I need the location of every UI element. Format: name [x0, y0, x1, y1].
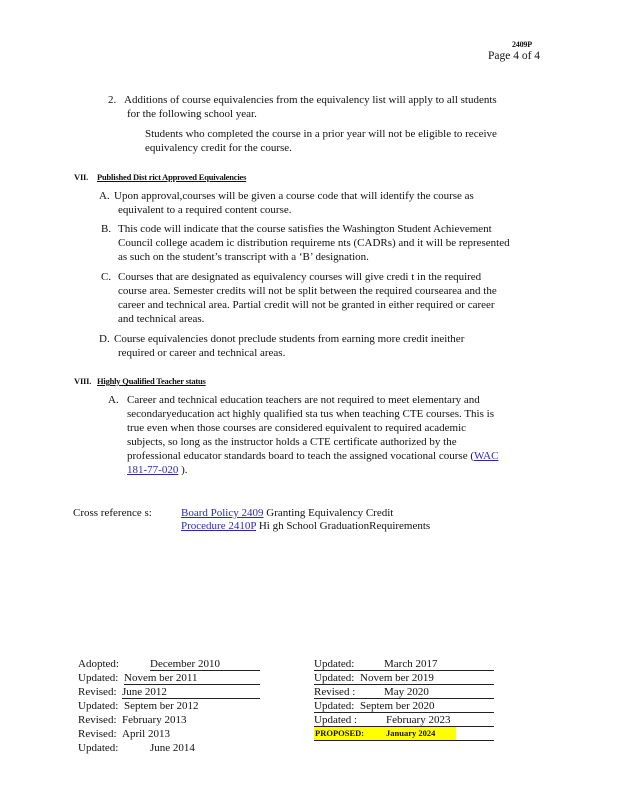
history-label: Updated: [314, 672, 355, 684]
item-2-number: 2. [108, 94, 117, 106]
history-row [314, 699, 494, 713]
item-c-line-4: and technical areas. [118, 313, 205, 325]
page-number: Page 4 of 4 [488, 50, 541, 62]
history-value: December 2010 [150, 658, 220, 670]
item-c-line-2: course area. Semester credits will not be split between the required coursearea and the [118, 285, 497, 297]
item-viii-a-line-4: subjects, so long as the instructor holds a CTE certificate authorized by the [127, 436, 457, 448]
history-value: Novem ber 2011 [124, 672, 198, 684]
history-row [78, 699, 260, 713]
history-label: Updated : [314, 714, 358, 726]
history-row [314, 685, 494, 699]
history-value: February 2013 [122, 714, 187, 726]
section-vii-title: Published Dist rict Approved Equivalencies [97, 172, 247, 182]
document-id: 2409P [512, 40, 532, 49]
history-value: June 2012 [122, 686, 167, 698]
history-value: Novem ber 2019 [360, 672, 434, 684]
item-d-letter: D. [99, 333, 110, 345]
history-value: Septem ber 2012 [124, 700, 199, 712]
history-label: Updated: [78, 672, 119, 684]
item-viii-a-line-end: ). [178, 464, 188, 476]
history-label: Adopted: [78, 658, 119, 670]
history-label: Revised: [78, 714, 117, 726]
history-label: Updated: [314, 700, 355, 712]
bullet-line-1: Students who completed the course in a prior year will not be eligible to receive [145, 128, 497, 140]
history-row [78, 671, 260, 685]
item-d-line-1: Course equivalencies donot preclude students from earning more credit ineither [114, 333, 465, 345]
procedure-2410p-link[interactable]: Procedure 2410P [181, 520, 257, 532]
history-label: Updated: [78, 742, 119, 754]
item-viii-a-line-1: Career and technical education teachers are not required to meet elementary and [127, 394, 480, 406]
history-value: June 2014 [150, 742, 195, 754]
history-rule [314, 740, 494, 741]
cross-reference-label: Cross reference s: [73, 507, 152, 519]
history-row [314, 713, 494, 727]
bullet-line-2: equivalency credit for the course. [145, 142, 292, 154]
history-label: Revised: [78, 686, 117, 698]
item-b-line-3: as such on the student’s transcript with a ‘B’ designation. [118, 251, 369, 263]
item-c-line-3: career and technical area. Partial credit will not be granted in either required or career [118, 299, 495, 311]
section-viii-title: Highly Qualified Teacher status [97, 376, 206, 386]
history-value: February 2023 [386, 714, 451, 726]
history-row [78, 713, 260, 727]
history-row [314, 657, 494, 671]
section-viii-numeral: VIII. [74, 376, 92, 386]
item-c-line-1: Courses that are designated as equivalency courses will give credi t in the required [118, 271, 482, 283]
history-value: Septem ber 2020 [360, 700, 435, 712]
item-a-line-1: Upon approval,courses will be given a course code that will identify the course as [114, 190, 474, 202]
board-policy-2409-link[interactable]: Board Policy 2409 [181, 507, 264, 519]
item-2-line-1: Additions of course equivalencies from the equivalency list will apply to all students [124, 94, 497, 106]
proposed-value: January 2024 [386, 728, 436, 738]
item-viii-a-line-6 [127, 463, 188, 477]
history-label: Updated: [78, 700, 119, 712]
proposed-label: PROPOSED: [315, 728, 365, 738]
history-row [314, 671, 494, 685]
item-b-line-1: This code will indicate that the course satisfies the Washington Student Achievement [118, 223, 492, 235]
history-row [78, 685, 260, 699]
proposed-highlight [314, 727, 456, 740]
item-2-line-2: for the following school year. [127, 108, 257, 120]
item-d-line-2: required or career and technical areas. [118, 347, 286, 359]
cross-reference-1 [181, 506, 393, 520]
wac-link-part-2[interactable]: 181-77-020 [127, 464, 179, 476]
history-row [78, 741, 260, 755]
item-viii-a-line-5 [127, 449, 498, 463]
history-label: Updated: [314, 658, 355, 670]
procedure-2410p-title: Hi gh School GraduationRequirements [256, 520, 431, 532]
item-b-line-2: Council college academ ic distribution requireme nts (CADRs) and it will be represented [118, 237, 510, 249]
cross-reference-2 [181, 519, 430, 533]
item-viii-a-line-2: secondaryeducation act highly qualified sta tus when teaching CTE courses. This is [127, 408, 494, 420]
history-value: April 2013 [122, 728, 170, 740]
item-viii-a-letter: A. [108, 394, 119, 406]
history-value: March 2017 [384, 658, 438, 670]
history-label: Revised : [314, 686, 356, 698]
history-value: May 2020 [384, 686, 429, 698]
history-row [78, 657, 260, 671]
wac-link-part-1[interactable]: WAC [474, 450, 499, 462]
history-row [78, 727, 260, 741]
item-c-letter: C. [101, 271, 112, 283]
item-viii-a-line-5-text: professional educator standards board to teach the assigned vocational course ( [127, 450, 474, 462]
history-right [314, 657, 494, 743]
item-b-letter: B. [101, 223, 112, 235]
history-label: Revised: [78, 728, 117, 740]
item-a-line-2: equivalent to a required content course. [118, 204, 292, 216]
section-vii-numeral: VII. [74, 172, 89, 182]
item-a-letter: A. [99, 190, 110, 202]
history-left [78, 657, 260, 755]
item-viii-a-line-3: true even when those courses are considered equivalent to required academic [127, 422, 467, 434]
board-policy-2409-title: Granting Equivalency Credit [263, 507, 394, 519]
